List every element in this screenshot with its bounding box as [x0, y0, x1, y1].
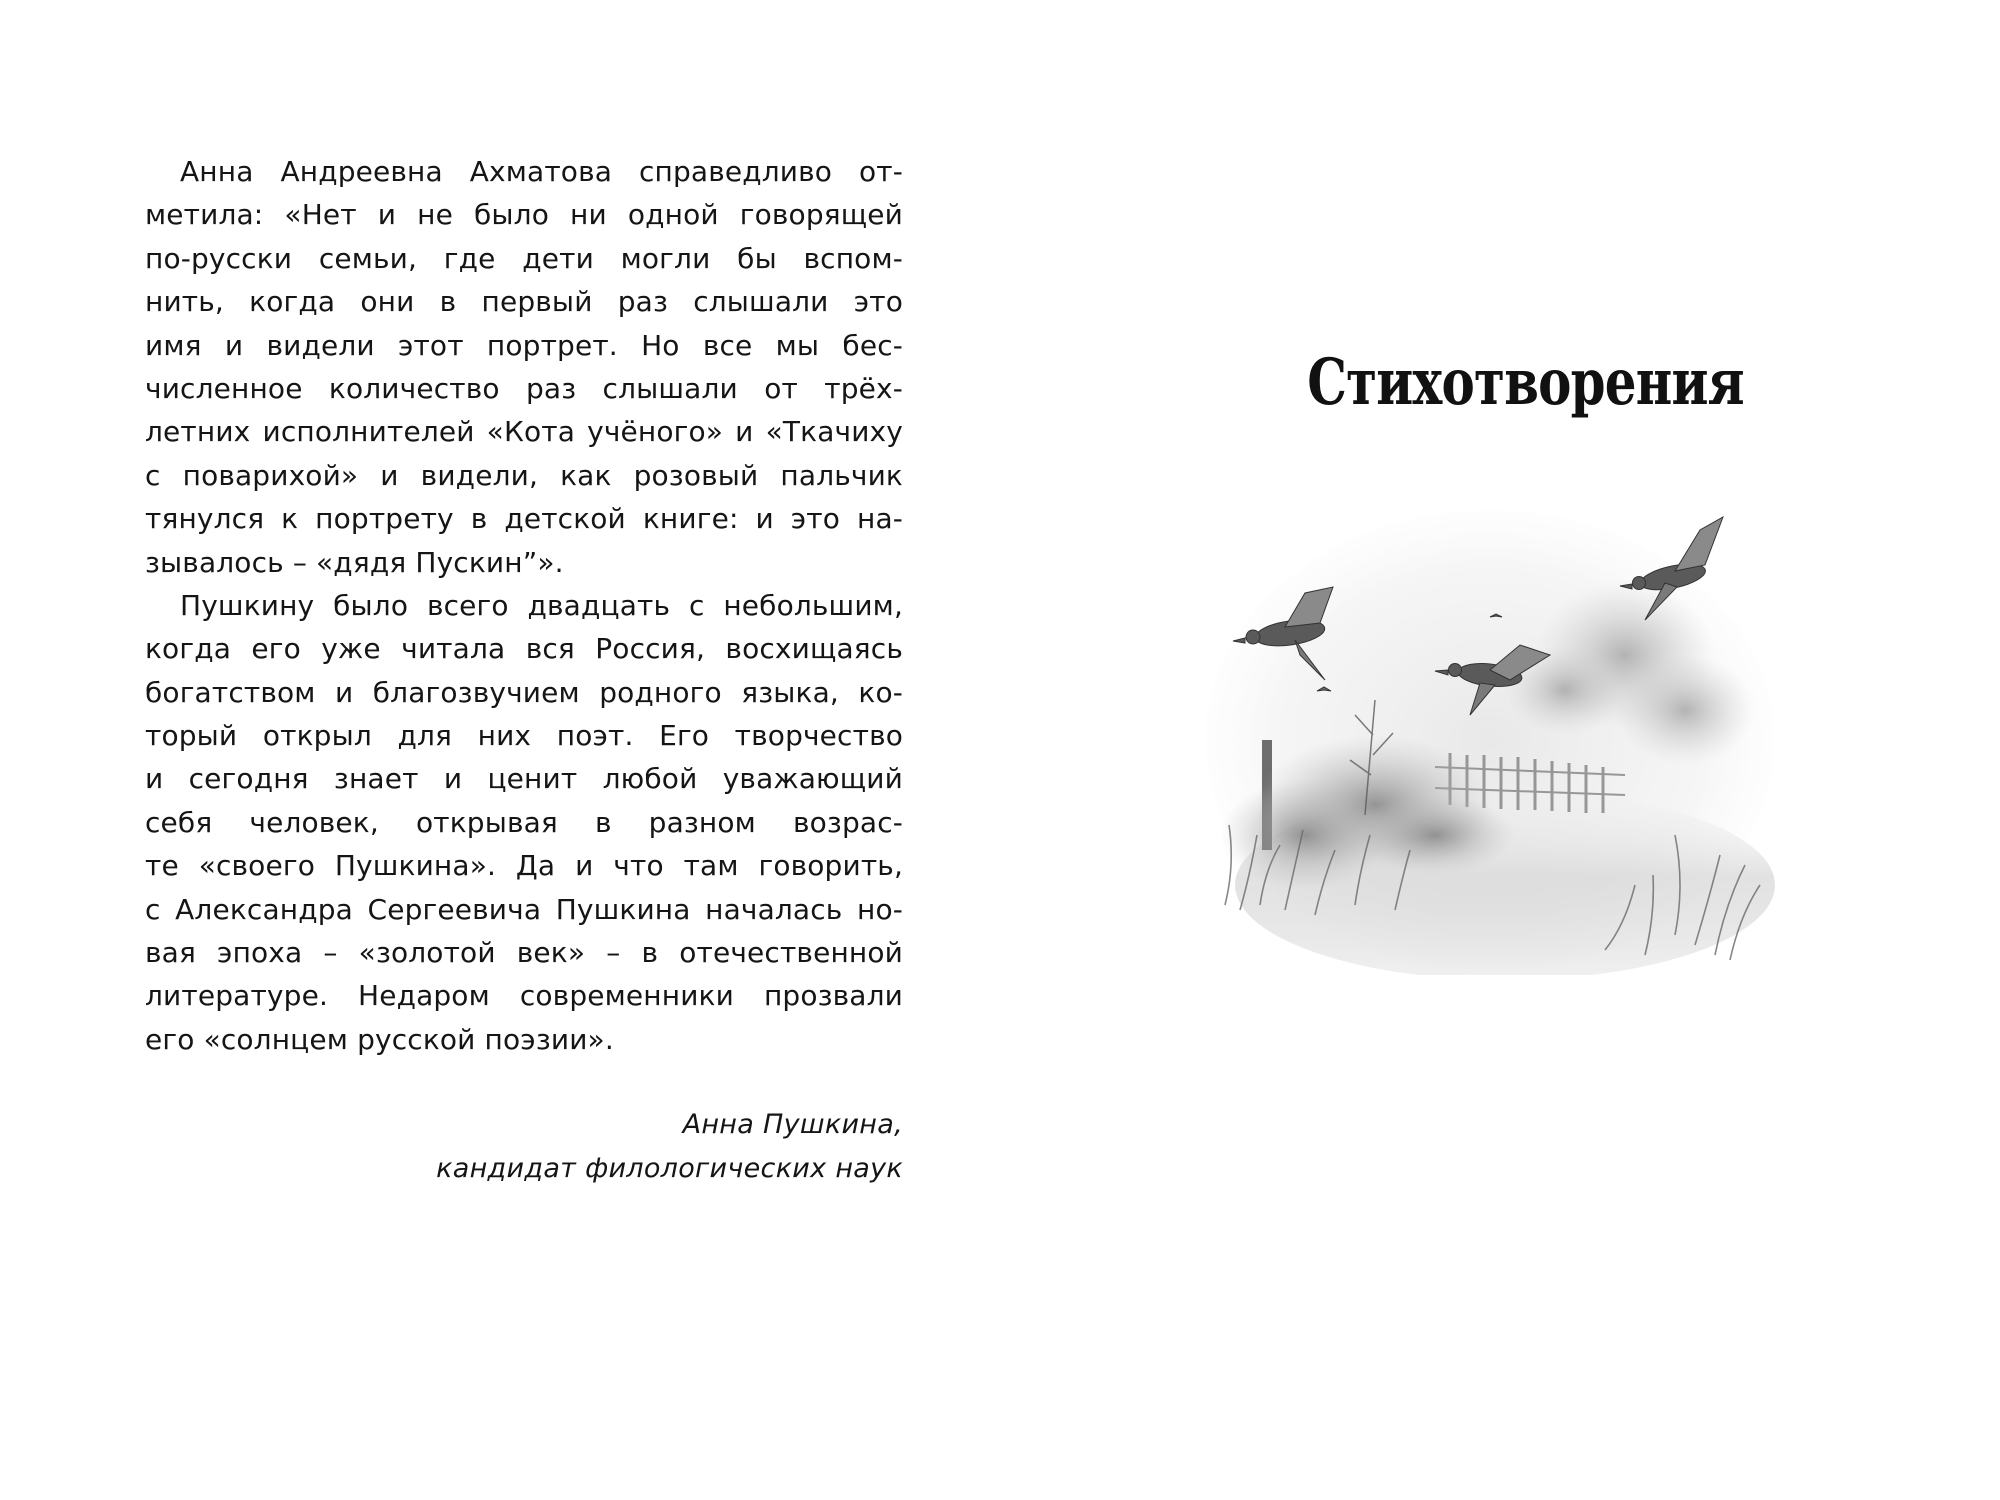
text-line: по-русски семьи, где дети могли бы вспом-	[145, 241, 903, 275]
section-title: Стихотворения	[1307, 345, 1744, 420]
text-line: Анна Андреевна Ахматова справедливо от-	[180, 155, 903, 188]
text-line: с Александра Сергеевича Пушкина началась но-	[145, 892, 903, 926]
text-line: и сегодня знает и ценит любой уважающий	[145, 762, 903, 796]
text-line: литературе. Недаром современники прозвали	[145, 979, 903, 1013]
text-line: нить, когда они в первый раз слышали это	[145, 285, 903, 319]
text-line: торый открыл для них поэт. Его творчество	[145, 719, 903, 753]
text-line: имя и видели этот портрет. Но все мы бес-	[145, 328, 903, 362]
text-line: когда его уже читала вся Россия, восхищаясь	[145, 632, 903, 666]
foreword-paragraph-2	[145, 584, 903, 1061]
text-line: метила: «Нет и не было ни одной говорящей	[145, 198, 903, 232]
text-line: численное количество раз слышали от трёх-	[145, 371, 903, 405]
text-line: с поварихой» и видели, как розовый пальчик	[145, 458, 903, 492]
text-line: Пушкину было всего двадцать с небольшим,	[180, 588, 903, 622]
signature	[145, 1103, 903, 1191]
flying-ducks-landscape-illustration	[1205, 505, 1775, 975]
text-line: зывалось – «дядя Пускин”».	[145, 545, 564, 579]
text-line: себя человек, открывая в разном возрас-	[145, 805, 903, 839]
foreword-paragraph-1	[145, 150, 903, 584]
text-line: богатством и благозвучием родного языка, ко-	[145, 675, 903, 709]
foreword-text	[145, 150, 903, 1061]
text-line: летних исполнителей «Кота учёного» и «Ткачиху	[145, 415, 903, 449]
signature-title: кандидат филологических наук	[436, 1153, 903, 1184]
signature-name: Анна Пушкина,	[682, 1109, 903, 1140]
text-line: те «своего Пушкина». Да и что там говорить,	[145, 849, 903, 883]
text-line: его «солнцем русской поэзии».	[145, 1022, 614, 1056]
text-line: тянулся к портрету в детской книге: и это на-	[145, 502, 903, 536]
text-line: вая эпоха – «золотой век» – в отечественной	[145, 936, 903, 970]
